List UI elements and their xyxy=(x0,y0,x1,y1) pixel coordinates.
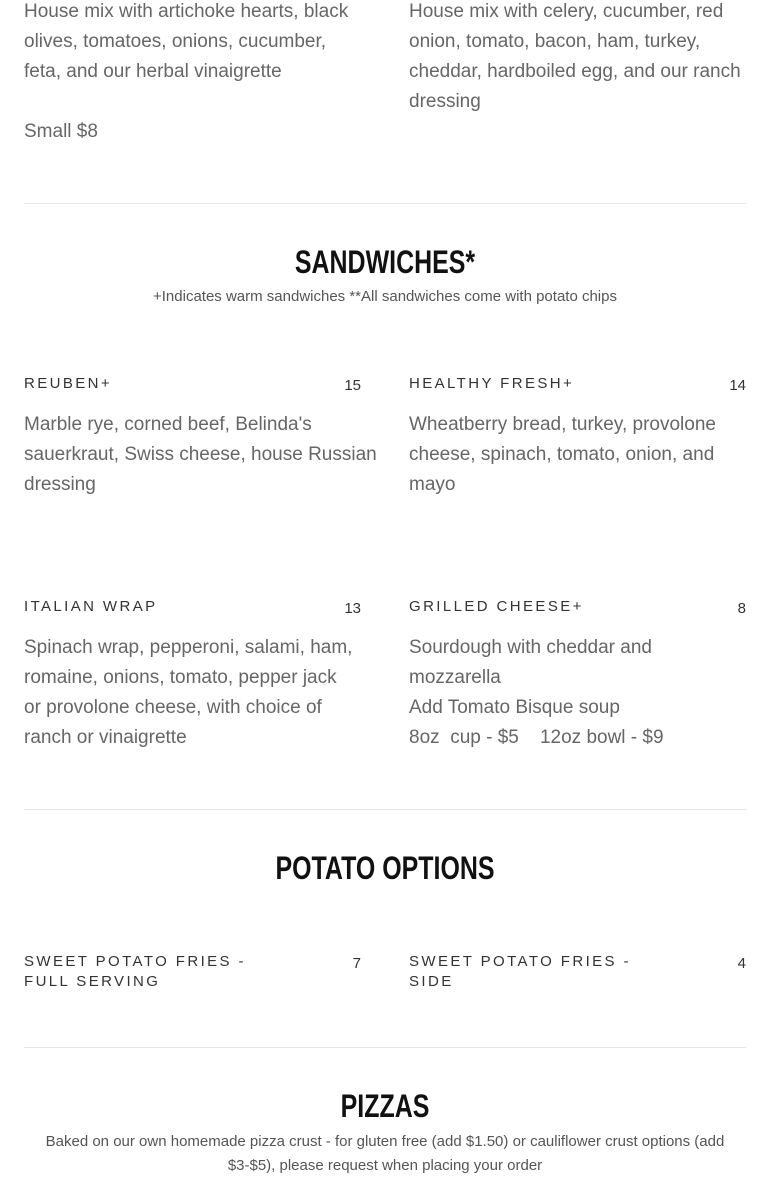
section-divider xyxy=(24,809,746,810)
pizzas-note xyxy=(30,1130,740,1178)
description-line: Sourdough with cheddar and xyxy=(409,637,652,658)
menu-item-description-italian-wrap xyxy=(24,633,364,753)
description-line: Wheatberry bread, turkey, provolone xyxy=(409,414,716,435)
menu-item-name-grilled-cheese: GRILLED CHEESE+ xyxy=(409,598,584,615)
description-line: dressing xyxy=(409,91,481,112)
description-line: mayo xyxy=(409,474,456,495)
menu-item-price-reuben: 15 xyxy=(344,377,361,394)
menu-item-price-healthy-fresh: 14 xyxy=(729,377,746,394)
description-line: Add Tomato Bisque soup xyxy=(409,697,620,718)
description-line: ranch or vinaigrette xyxy=(24,727,187,748)
salad-left-description xyxy=(24,0,364,147)
menu-item-name-italian-wrap: ITALIAN WRAP xyxy=(24,598,158,615)
salad-right-description xyxy=(409,0,754,117)
description-line: House mix with celery, cucumber, red xyxy=(409,1,724,22)
menu-item-description-reuben xyxy=(24,410,377,500)
description-line: 8oz cup - $5 12oz bowl - $9 xyxy=(409,727,664,748)
menu-item-price-sweet-potato-fries-side: 4 xyxy=(737,955,746,972)
menu-item-name-healthy-fresh: HEALTHY FRESH+ xyxy=(409,375,575,392)
description-line: or provolone cheese, with choice of xyxy=(24,697,322,718)
menu-item-name-sweet-potato-fries-full xyxy=(24,952,246,992)
note-line: $3-$5), please request when placing your order xyxy=(227,1157,543,1174)
note-line: Baked on our own homemade pizza crust - for gluten free (add $1.50) or cauliflower crust options (add xyxy=(45,1133,725,1150)
description-line: cheddar, hardboiled egg, and our ranch xyxy=(409,61,741,82)
item-name-line: SWEET POTATO FRIES - xyxy=(24,953,246,970)
item-name-line: SWEET POTATO FRIES - xyxy=(409,953,631,970)
description-line: mozzarella xyxy=(409,667,501,688)
menu-item-price-grilled-cheese: 8 xyxy=(737,600,746,617)
sandwiches-note: +Indicates warm sandwiches **All sandwiches come with potato chips xyxy=(153,288,617,305)
description-line: sauerkraut, Swiss cheese, house Russian xyxy=(24,444,377,465)
description-line: cheese, spinach, tomato, onion, and xyxy=(409,444,715,465)
menu-item-price-sweet-potato-fries-full: 7 xyxy=(352,955,361,972)
description-line: dressing xyxy=(24,474,96,495)
menu-item-name-sweet-potato-fries-side xyxy=(409,952,631,992)
description-line: Marble rye, corned beef, Belinda's xyxy=(24,414,312,435)
item-name-line: SIDE xyxy=(409,973,454,990)
section-title-pizzas: PIZZAS xyxy=(340,1088,430,1124)
description-line: Spinach wrap, pepperoni, salami, ham, xyxy=(24,637,353,658)
description-line: olives, tomatoes, onions, cucumber, xyxy=(24,31,327,52)
salad-size-price: Small $8 xyxy=(24,121,98,142)
description-line: romaine, onions, tomato, pepper jack xyxy=(24,667,337,688)
description-line: onion, tomato, bacon, ham, turkey, xyxy=(409,31,701,52)
menu-item-description-healthy-fresh xyxy=(409,410,749,500)
section-title-sandwiches: SANDWICHES* xyxy=(294,244,476,280)
description-line: feta, and our herbal vinaigrette xyxy=(24,61,282,82)
description-line: House mix with artichoke hearts, black xyxy=(24,1,349,22)
menu-item-price-italian-wrap: 13 xyxy=(344,600,361,617)
menu-item-description-grilled-cheese xyxy=(409,633,749,753)
section-title-potato-options: POTATO OPTIONS xyxy=(275,850,495,886)
section-divider xyxy=(24,203,746,204)
menu-item-name-reuben: REUBEN+ xyxy=(24,375,113,392)
item-name-line: FULL SERVING xyxy=(24,973,161,990)
section-divider xyxy=(24,1047,746,1048)
